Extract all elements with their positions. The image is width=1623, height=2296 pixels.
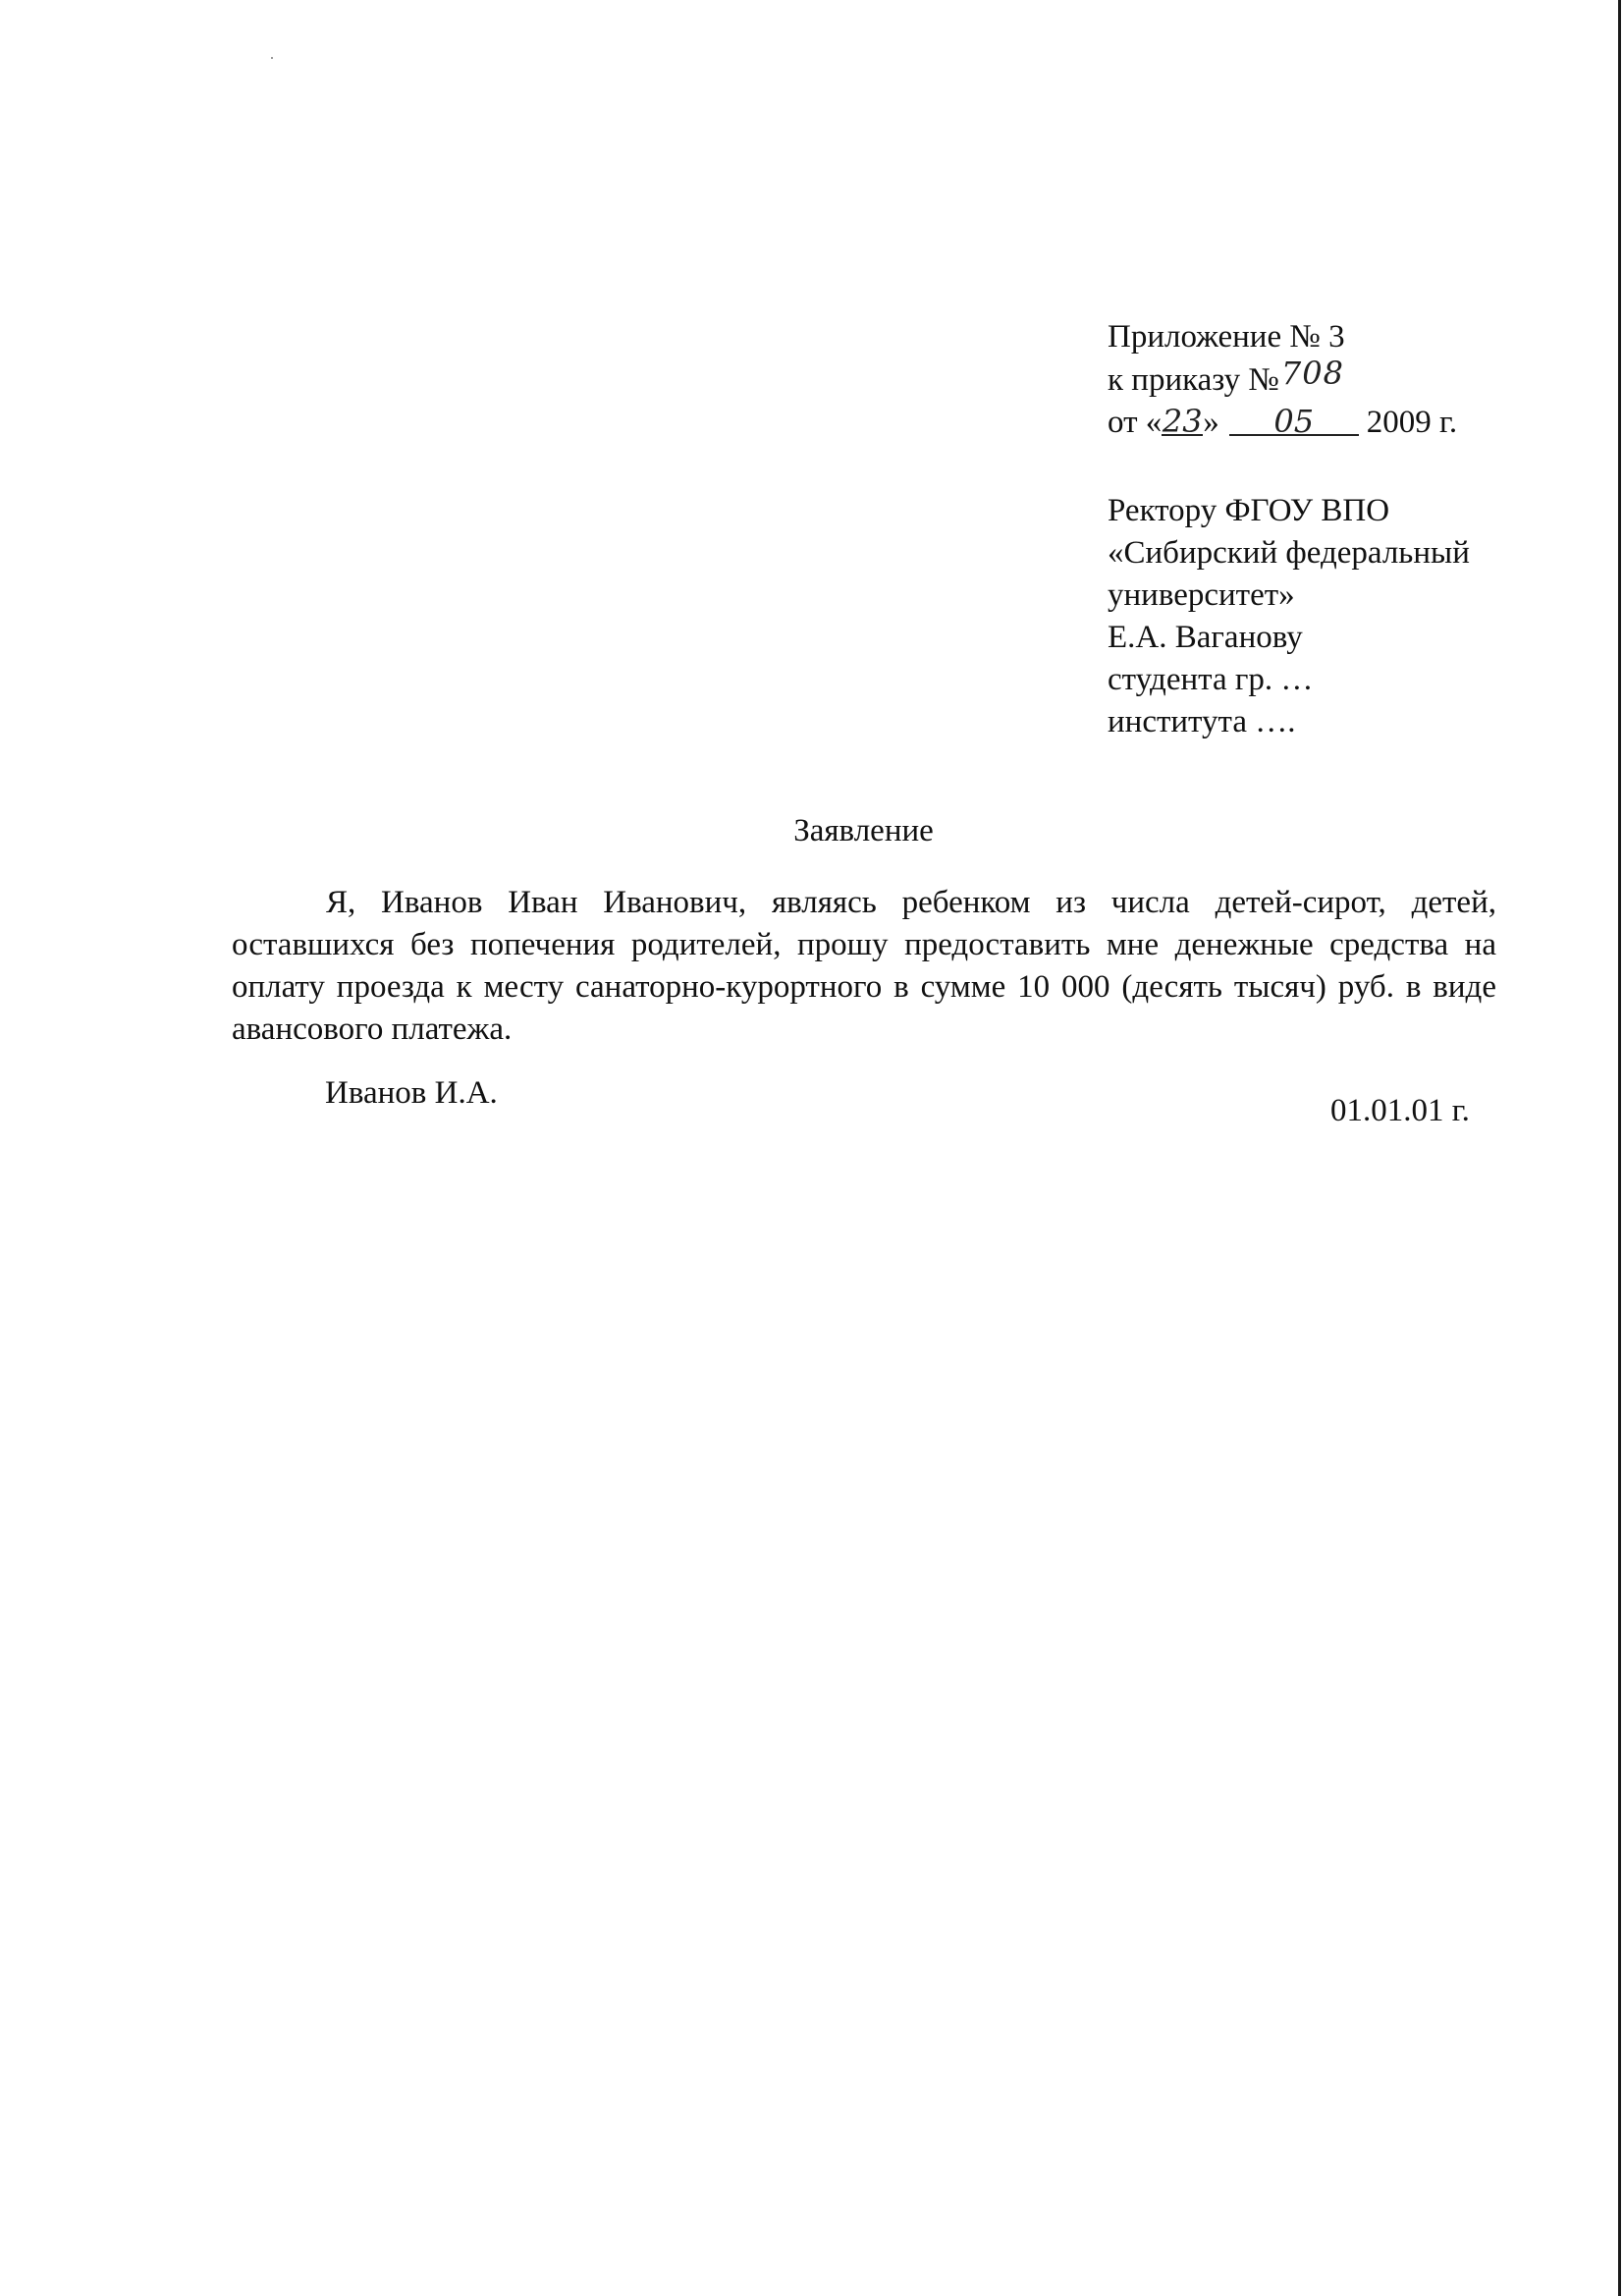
order-date-prefix: от « [1108,405,1163,440]
appendix-number: Приложение № 3 [1108,319,1345,355]
handwritten-date-month: 05 [1229,409,1359,436]
application-body: Я, Иванов Иван Иванович, являясь ребенком из числа детей-сирот, детей, оставшихся без попечения родителей, прошу предоставить мне денежные средства на оплату проезда к месту санаторно-курортного в сумме 10 000 (десять тысяч) руб. в виде авансового платежа. [232,885,1496,1047]
signature-date: 01.01.01 г. [1330,1093,1470,1128]
addressee-line: «Сибирский федеральный [1108,535,1470,571]
page-edge-border [1618,0,1621,2296]
handwritten-order-number: 708 [1280,355,1344,392]
order-date-mid: » [1203,405,1219,440]
order-date-line [1108,402,1457,444]
addressee-block [1108,490,1470,743]
order-reference-line [1108,355,1457,402]
addressee-line: университет» [1108,577,1295,613]
order-date-year: 2009 г. [1366,405,1458,440]
order-reference-prefix: к приказу № [1108,362,1279,398]
addressee-line: студента гр. … [1108,662,1314,697]
addressee-line: Е.А. Ваганову [1108,620,1303,655]
addressee-line: института …. [1108,704,1296,739]
document-title: Заявление [793,813,934,848]
appendix-block [1108,316,1457,444]
addressee-line: Ректору ФГОУ ВПО [1108,493,1390,528]
signature-name: Иванов И.А. [325,1075,498,1111]
scan-speck [271,57,273,59]
handwritten-date-day: 23 [1162,403,1203,440]
